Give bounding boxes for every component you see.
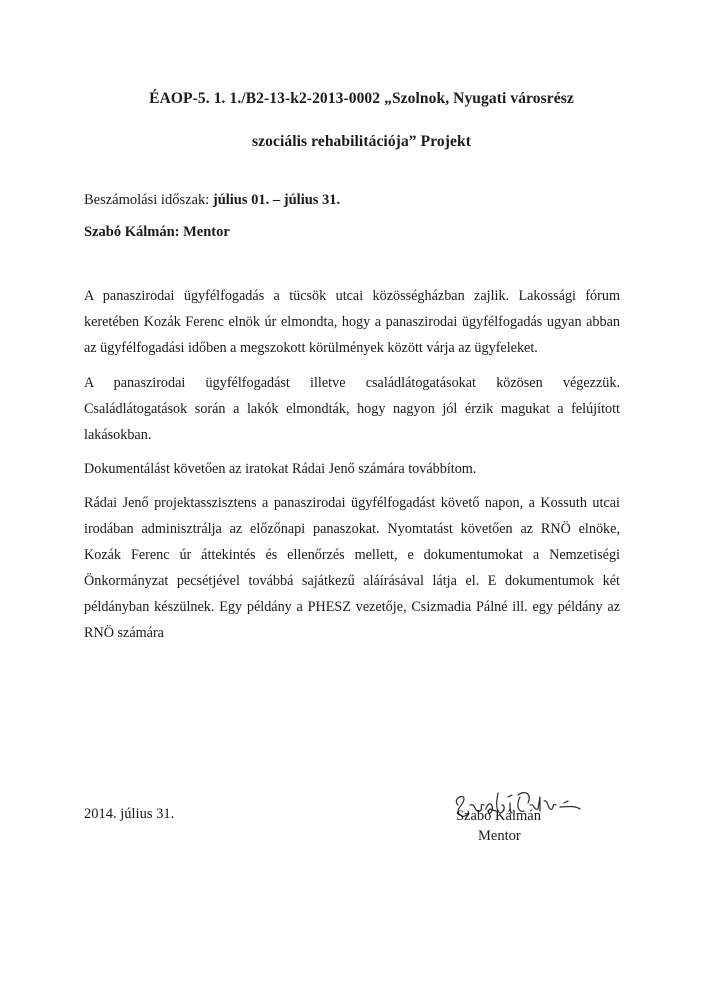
document-title-line-1: ÉAOP-5. 1. 1./B2-13-k2-2013-0002 „Szolnok, Nyugati városrész xyxy=(149,90,574,107)
reporting-period xyxy=(84,192,340,209)
signature-role: Mentor xyxy=(478,828,521,844)
paragraph-4: Rádai Jenő projektasszisztens a panaszirodai ügyfélfogadást követő napon, a Kossuth utcai irodában adminisztrálja az előzőnapi panaszokat. Nyomtatást követően az RNÖ elnöke, Kozák Ferenc úr áttekintés és ellenőrzés mellett, e dokumentumokat a Nemzetiségi Önkormányzat pecsétjével továbbá sajátkezű aláírásával látja el. E dokumentumok két példányban készülnek. Egy példány a PHESZ vezetője, Csizmadia Pálné ill. egy példány az RNÖ számára xyxy=(84,495,620,641)
reporting-period-label: Beszámolási időszak: xyxy=(84,192,213,208)
document-date: 2014. július 31. xyxy=(84,806,175,822)
signature-name: Szabó Kálmán xyxy=(456,808,541,824)
paragraph-3: Dokumentálást követően az iratokat Rádai Jenő számára továbbítom. xyxy=(84,461,477,477)
reporting-period-value: július 01. – július 31. xyxy=(212,192,341,208)
paragraph-1: A panaszirodai ügyfélfogadás a tücsök utcai közösségházban zajlik. Lakossági fórum keretében Kozák Ferenc elnök úr elmondta, hogy a panaszirodai ügyfélfogadás ugyan abban az ügyfélfogadási időben a megszokott körülmények között várja az ügyfeleket. xyxy=(84,288,620,356)
author-line: Szabó Kálmán: Mentor xyxy=(84,224,230,240)
document-title-line-2: szociális rehabilitációja” Projekt xyxy=(252,133,471,150)
paragraph-2: A panaszirodai ügyfélfogadást illetve családlátogatásokat közösen végezzük. Családlátogatások során a lakók elmondták, hogy nagyon jól érzik magukat a felújított lakásokban. xyxy=(84,375,620,443)
